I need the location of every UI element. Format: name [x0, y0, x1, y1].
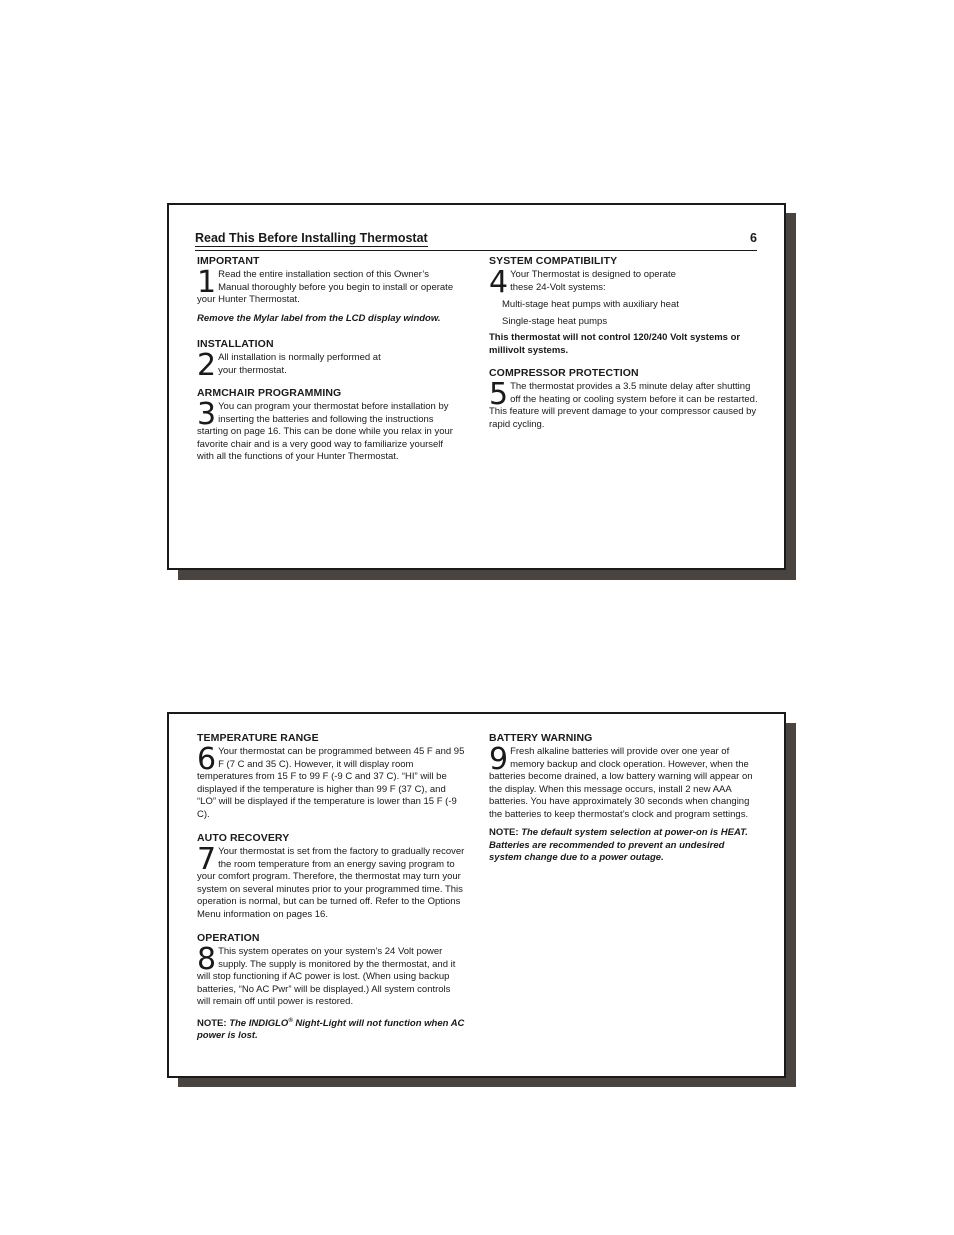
compatibility-text: 4 Your Thermostat is designed to operate these 24-Volt systems:	[489, 265, 676, 300]
page-1-left-column	[197, 255, 459, 474]
step-number-4: 4	[489, 265, 509, 300]
battery-note: NOTE: The default system selection at power-on is HEAT. Batteries are recommended to prevent an undesired system change due to a power outage.	[489, 827, 748, 863]
compressor-heading: COMPRESSOR PROTECTION	[489, 367, 639, 379]
indiglo-note: NOTE: The INDIGLO® Night-Light will not function when AC power is lost.	[197, 1017, 465, 1042]
page-number: 6	[750, 231, 757, 245]
page-2	[167, 712, 786, 1078]
step-number-9: 9	[489, 742, 509, 777]
armchair-section	[197, 387, 459, 464]
compatibility-heading: SYSTEM COMPATIBILITY	[489, 255, 618, 267]
important-section	[197, 255, 459, 325]
page-2-right-column	[489, 732, 759, 875]
page-title: Read This Before Installing Thermostat	[195, 231, 428, 245]
battery-text: 9 Fresh alkaline batteries will provide over one year of memory backup and clock operation. However, when the batteries become drained, a low battery warning will appear on the display. When this message occurs, install 2 new AAA batteries. You have approximately 30 seconds when changing the batteries to keep thermostat’s clock and program settings.	[489, 742, 753, 820]
installation-text: 2 All installation is normally performed at your thermostat.	[197, 348, 381, 383]
compatibility-item: Multi-stage heat pumps with auxiliary heat	[502, 299, 679, 310]
auto-recovery-text: 7 Your thermostat is set from the factory to gradually recover the room temperature from an energy saving program to your comfort program. Therefore, the thermostat may turn your system on several minutes prior to your programmed time. This operation is normal, but can be turned off. Refer to the Options Menu information on pages 16.	[197, 842, 465, 920]
page-header	[195, 230, 757, 251]
step-number-7: 7	[197, 842, 217, 877]
important-heading: IMPORTANT	[197, 255, 260, 267]
armchair-heading: ARMCHAIR PROGRAMMING	[197, 387, 342, 399]
temperature-heading: TEMPERATURE RANGE	[197, 732, 319, 744]
temperature-section	[197, 732, 465, 821]
installation-section	[197, 338, 459, 383]
compatibility-warning: This thermostat will not control 120/240 Volt systems or millivolt systems.	[489, 332, 741, 356]
battery-heading: BATTERY WARNING	[489, 732, 593, 744]
compressor-text: 5 The thermostat provides a 3.5 minute delay after shutting off the heating or cooling system before it can be restarted. This feature will prevent damage to your compressor caused by rapid cycling.	[489, 377, 758, 430]
important-text: 1 Read the entire installation section of this Owner’s Manual thoroughly before you begin to install or operate your Hunter Thermostat.	[197, 265, 454, 305]
operation-heading: OPERATION	[197, 932, 260, 944]
compatibility-section	[489, 255, 759, 357]
page-2-left-column	[197, 732, 465, 1053]
auto-recovery-heading: AUTO RECOVERY	[197, 832, 290, 844]
armchair-text: 3 You can program your thermostat before installation by inserting the batteries and following the instructions starting on page 16. This can be done while you relax in your favorite chair and is a very good way to familiarize yourself with all the functions of your Hunter Thermostat.	[197, 397, 453, 462]
compatibility-item: Single-stage heat pumps	[502, 315, 608, 327]
compressor-section	[489, 367, 759, 431]
page-1	[167, 203, 786, 570]
auto-recovery-section	[197, 832, 465, 921]
operation-section	[197, 932, 465, 1043]
installation-heading: INSTALLATION	[197, 338, 274, 350]
step-number-1: 1	[197, 265, 217, 300]
page-1-right-column	[489, 255, 759, 441]
step-number-3: 3	[197, 397, 217, 432]
mylar-note: Remove the Mylar label from the LCD display window.	[197, 312, 441, 324]
battery-section	[489, 732, 759, 865]
step-number-8: 8	[197, 942, 217, 977]
step-number-5: 5	[489, 377, 509, 412]
operation-text: 8 This system operates on your system’s 24 Volt power supply. The supply is monitored by the thermostat, and it will stop functioning if AC power is lost. (When using backup batteries, “No AC Pwr” will be displayed.) All system controls will remain off until power is restored.	[197, 942, 456, 1007]
temperature-text: 6 Your thermostat can be programmed between 45 F and 95 F (7 C and 35 C). However, it will display room temperatures from 15 F to 99 F (-9 C and 37 C). “HI” will be displayed if the temperature is higher than 99 F (37 C), and “LO” will be displayed if the temperature is lower than 15 F (-9 C).	[197, 742, 465, 820]
step-number-2: 2	[197, 348, 217, 383]
step-number-6: 6	[197, 742, 217, 777]
